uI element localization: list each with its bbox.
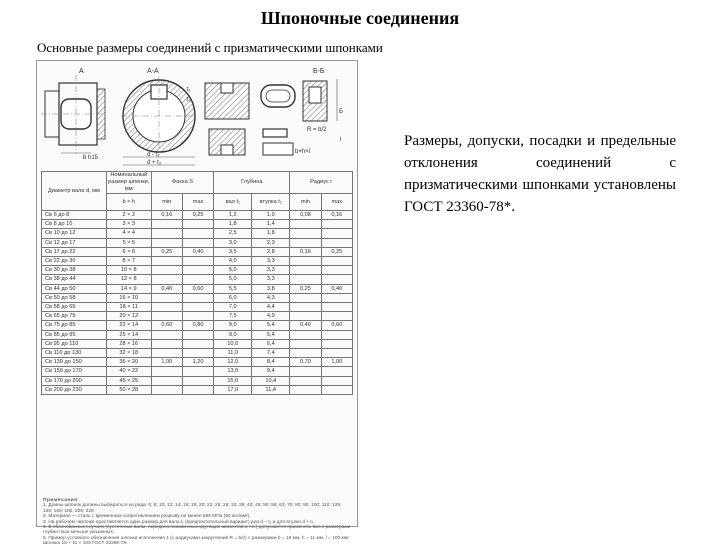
- table-row: [42, 312, 353, 321]
- cell-bxh: 25 × 14: [106, 330, 151, 339]
- cell-rmin: [290, 266, 321, 275]
- col-groove-depth: Глубина: [214, 172, 290, 194]
- cell-d: Св 17 до 22: [42, 247, 107, 256]
- cell-t1: 6,0: [214, 293, 252, 302]
- cell-bxh: 12 × 8: [106, 275, 151, 284]
- cell-d: Св 38 до 44: [42, 275, 107, 284]
- cell-t1: 5,5: [214, 284, 252, 293]
- cell-d: Св 95 до 110: [42, 339, 107, 348]
- cell-smax: [182, 330, 213, 339]
- cell-rmin: 0,16: [290, 247, 321, 256]
- dim-bxhxl: b×h×l: [295, 149, 311, 155]
- table-row: [42, 330, 353, 339]
- cell-smax: [182, 385, 213, 394]
- table-row: [42, 321, 353, 330]
- cell-t2: 2,8: [252, 247, 290, 256]
- cell-rmax: [321, 376, 352, 385]
- cell-rmin: [290, 385, 321, 394]
- cell-smin: 0,40: [151, 284, 182, 293]
- table-row: [42, 367, 353, 376]
- cell-rmin: [290, 275, 321, 284]
- cell-t2: 5,4: [252, 321, 290, 330]
- cell-smin: [151, 275, 182, 284]
- cell-rmin: [290, 349, 321, 358]
- cell-t1: 1,8: [214, 220, 252, 229]
- table-row: [42, 257, 353, 266]
- cell-d: Св 22 до 30: [42, 257, 107, 266]
- cell-bxh: 50 × 28: [106, 385, 151, 394]
- cell-d: Св 10 до 12: [42, 229, 107, 238]
- cell-smin: [151, 293, 182, 302]
- cell-t1: 3,0: [214, 238, 252, 247]
- section-aa-view: [121, 68, 197, 166]
- cell-rmin: [290, 339, 321, 348]
- note-item: 2. Материал — сталь с временным сопротивлением разрыву не менее 590 МПа (60 кгс/мм²).: [43, 514, 251, 520]
- cell-d: Св 50 до 58: [42, 293, 107, 302]
- dim-bh15: b h15: [83, 155, 99, 161]
- cell-rmax: [321, 339, 352, 348]
- cell-t2: 3,3: [252, 257, 290, 266]
- cell-t2: 3,8: [252, 284, 290, 293]
- cell-rmin: 0,08: [290, 211, 321, 220]
- cell-rmax: [321, 238, 352, 247]
- cell-t1: 15,0: [214, 376, 252, 385]
- cell-rmax: [321, 312, 352, 321]
- cell-rmin: [290, 293, 321, 302]
- table-row: [42, 238, 353, 247]
- table-row: [42, 220, 353, 229]
- table-row: [42, 275, 353, 284]
- cell-rmax: [321, 349, 352, 358]
- cell-smin: [151, 367, 182, 376]
- cell-t2: 1,8: [252, 229, 290, 238]
- cell-smax: 0,40: [182, 247, 213, 256]
- cell-smax: [182, 339, 213, 348]
- label-a: A: [79, 68, 84, 75]
- cell-d: Св 44 до 50: [42, 284, 107, 293]
- page-subtitle: Основные размеры соединений с призматическими шпонками: [37, 40, 383, 55]
- note-item: 4. В обоснованных случаях (пустотелые валы, передача пониженных крутящих моментов и т.п.) допускается применять вал с размерами глубин паза меньше указанных.: [43, 525, 351, 536]
- cell-rmin: [290, 330, 321, 339]
- notes-title: Примечания: [43, 498, 78, 503]
- cell-smax: 0,25: [182, 211, 213, 220]
- cell-t2: 4,4: [252, 303, 290, 312]
- cell-t1: 2,5: [214, 229, 252, 238]
- table-row: [42, 247, 353, 256]
- dim-l: l: [340, 137, 342, 143]
- note-item: 5. Пример условного обозначения шпонки исполнения 1 (с радиусами закруглений R = b/2) с размерами b = 18 мм, h = 11 мм, l = 100 мм: Шпонка 18 × 11 × 100 ГОСТ 23360-78.: [43, 535, 350, 547]
- cell-t2: 8,4: [252, 358, 290, 367]
- cell-smax: [182, 238, 213, 247]
- cell-t2: 1,4: [252, 220, 290, 229]
- table-row: [42, 376, 353, 385]
- cell-rmin: [290, 229, 321, 238]
- col-s-max: max: [182, 194, 213, 211]
- cell-bxh: 6 × 6: [106, 247, 151, 256]
- cell-smax: [182, 312, 213, 321]
- cell-t1: 7,0: [214, 303, 252, 312]
- label-section-aa: А-А: [147, 68, 159, 75]
- cell-bxh: 32 × 18: [106, 349, 151, 358]
- table-row: [42, 358, 353, 367]
- cell-rmax: 0,40: [321, 284, 352, 293]
- cell-d: Св 130 до 150: [42, 358, 107, 367]
- note-item: 3. На рабочем чертеже проставляется один размер для вала t₁ (предпочтительный вариант) или d – t₁ и для втулки d + t₂.: [43, 519, 315, 525]
- cell-smin: [151, 238, 182, 247]
- key-joint-drawings: [37, 61, 357, 171]
- cell-t1: 17,0: [214, 385, 252, 394]
- cell-bxh: 45 × 25: [106, 376, 151, 385]
- cell-rmin: [290, 238, 321, 247]
- cell-smax: [182, 229, 213, 238]
- cell-rmin: [290, 220, 321, 229]
- col-r-min: min: [290, 194, 321, 211]
- cell-smax: [182, 367, 213, 376]
- cell-rmax: 0,25: [321, 247, 352, 256]
- cell-d: Св 200 до 230: [42, 385, 107, 394]
- note-item: 1. Длины шпонок должны выбираться из ряда: 6; 8; 10; 12; 14; 16; 18; 20; 22; 25; 28; 32; 36; 40; 45; 50; 56; 63; 70; 80; 90; 100; 110; 125; 140; 160; 180; 200; 220.: [43, 503, 342, 514]
- table-row: [42, 266, 353, 275]
- gost-sheet: [36, 60, 358, 547]
- cell-rmax: [321, 266, 352, 275]
- table-row: [42, 284, 353, 293]
- table-row: [42, 293, 353, 302]
- col-radius: Радиус r: [290, 172, 353, 194]
- dim-radius: R = b/2: [307, 127, 327, 133]
- cell-t1: 10,0: [214, 339, 252, 348]
- cell-smin: [151, 339, 182, 348]
- col-t2: втулка t₂: [252, 194, 290, 211]
- hub-section-view: [205, 83, 249, 155]
- cell-smin: [151, 229, 182, 238]
- cell-smin: 0,25: [151, 247, 182, 256]
- cell-t2: 4,3: [252, 293, 290, 302]
- key-dimensions-table: [41, 171, 353, 395]
- col-shaft-diameter: Диаметр вала d, мм: [42, 172, 107, 211]
- cell-bxh: 28 × 16: [106, 339, 151, 348]
- cell-smin: [151, 303, 182, 312]
- cell-smin: [151, 220, 182, 229]
- cell-t1: 11,0: [214, 349, 252, 358]
- cell-smax: 1,20: [182, 358, 213, 367]
- cell-t1: 13,0: [214, 367, 252, 376]
- table-row: [42, 303, 353, 312]
- cell-t2: 11,4: [252, 385, 290, 394]
- cell-t1: 7,5: [214, 312, 252, 321]
- col-s-min: min: [151, 194, 182, 211]
- cell-smax: [182, 275, 213, 284]
- cell-smax: [182, 266, 213, 275]
- cell-d: Св 8 до 10: [42, 220, 107, 229]
- cell-rmin: 0,70: [290, 358, 321, 367]
- cell-d: Св 12 до 17: [42, 238, 107, 247]
- cell-rmax: [321, 257, 352, 266]
- dim-d-t1: d - t₁: [147, 152, 160, 158]
- cell-smax: [182, 220, 213, 229]
- cell-smin: [151, 312, 182, 321]
- cell-smax: [182, 303, 213, 312]
- shaft-side-view: [41, 68, 105, 161]
- cell-d: Св 110 до 130: [42, 349, 107, 358]
- cell-bxh: 18 × 11: [106, 303, 151, 312]
- cell-d: Св 58 до 65: [42, 303, 107, 312]
- cell-rmin: [290, 257, 321, 266]
- cell-smax: [182, 376, 213, 385]
- cell-smax: 0,80: [182, 321, 213, 330]
- cell-smin: [151, 376, 182, 385]
- col-bxh: b × h: [106, 194, 151, 211]
- cell-t1: 9,0: [214, 321, 252, 330]
- cell-t2: 10,4: [252, 376, 290, 385]
- cell-d: Св 30 до 38: [42, 266, 107, 275]
- cell-smin: [151, 349, 182, 358]
- cell-rmax: [321, 367, 352, 376]
- table-row: [42, 339, 353, 348]
- page-title: Шпоночные соединения: [260, 8, 460, 28]
- cell-bxh: 22 × 14: [106, 321, 151, 330]
- table-row: [42, 385, 353, 394]
- cell-t1: 5,0: [214, 275, 252, 284]
- cell-bxh: 10 × 8: [106, 266, 151, 275]
- cell-smax: [182, 257, 213, 266]
- cell-t2: 4,9: [252, 312, 290, 321]
- cell-t1: 3,5: [214, 247, 252, 256]
- cell-d: Св 6 до 8: [42, 211, 107, 220]
- cell-rmin: 0,25: [290, 284, 321, 293]
- cell-d: Св 85 до 95: [42, 330, 107, 339]
- cell-t2: 1,0: [252, 211, 290, 220]
- table-row: [42, 349, 353, 358]
- table-row: [42, 211, 353, 220]
- cell-t1: 1,2: [214, 211, 252, 220]
- cell-rmax: [321, 275, 352, 284]
- cell-rmin: [290, 376, 321, 385]
- label-b: Б: [339, 109, 343, 115]
- cell-bxh: 20 × 12: [106, 312, 151, 321]
- cell-smin: 0,60: [151, 321, 182, 330]
- description-text: Размеры, допуски, посадки и предельные отклонения соединений с призматическими шпонками установлены ГОСТ 23360-78*.: [404, 133, 676, 215]
- col-r-max: max: [321, 194, 352, 211]
- cell-smin: [151, 385, 182, 394]
- cell-rmax: [321, 229, 352, 238]
- cell-t2: 5,4: [252, 330, 290, 339]
- cell-t2: 3,3: [252, 275, 290, 284]
- cell-bxh: 8 × 7: [106, 257, 151, 266]
- cell-bxh: 14 × 9: [106, 284, 151, 293]
- cell-rmax: [321, 303, 352, 312]
- cell-rmax: [321, 330, 352, 339]
- cell-smax: [182, 293, 213, 302]
- cell-bxh: 4 × 4: [106, 229, 151, 238]
- dim-d-t2: d + t₂: [147, 160, 162, 166]
- dim-t1: t₁: [187, 87, 191, 93]
- cell-d: Св 75 до 85: [42, 321, 107, 330]
- col-t1: вал t₁: [214, 194, 252, 211]
- col-key-section: Номинальный размер шпонки, мм: [108, 172, 150, 192]
- table-row: [42, 229, 353, 238]
- cell-smax: [182, 349, 213, 358]
- cell-rmax: 1,00: [321, 358, 352, 367]
- cell-t2: 9,4: [252, 367, 290, 376]
- cell-rmax: 0,60: [321, 321, 352, 330]
- cell-t1: 12,0: [214, 358, 252, 367]
- cell-bxh: 36 × 20: [106, 358, 151, 367]
- cell-rmax: [321, 293, 352, 302]
- cell-t2: 7,4: [252, 349, 290, 358]
- notes-block: [43, 498, 351, 547]
- cell-bxh: 16 × 10: [106, 293, 151, 302]
- cell-bxh: 3 × 3: [106, 220, 151, 229]
- cell-t1: 9,0: [214, 330, 252, 339]
- cell-rmin: [290, 367, 321, 376]
- cell-bxh: 5 × 5: [106, 238, 151, 247]
- cell-t1: 5,0: [214, 266, 252, 275]
- cell-rmin: 0,40: [290, 321, 321, 330]
- cell-rmax: 0,16: [321, 211, 352, 220]
- cell-smin: [151, 330, 182, 339]
- cell-d: Св 65 до 75: [42, 312, 107, 321]
- dim-t2: t₂: [187, 97, 191, 103]
- col-chamfer: Фаска S: [151, 172, 214, 194]
- cell-t2: 3,3: [252, 266, 290, 275]
- cell-smin: 1,00: [151, 358, 182, 367]
- cell-smin: [151, 266, 182, 275]
- section-bb-view: [261, 68, 343, 155]
- cell-smax: 0,60: [182, 284, 213, 293]
- cell-bxh: 40 × 22: [106, 367, 151, 376]
- cell-t1: 4,0: [214, 257, 252, 266]
- cell-t2: 2,3: [252, 238, 290, 247]
- cell-rmax: [321, 220, 352, 229]
- cell-rmin: [290, 312, 321, 321]
- cell-d: Св 150 до 170: [42, 367, 107, 376]
- cell-smin: 0,16: [151, 211, 182, 220]
- cell-rmin: [290, 303, 321, 312]
- cell-smin: [151, 257, 182, 266]
- cell-bxh: 2 × 2: [106, 211, 151, 220]
- cell-rmax: [321, 385, 352, 394]
- cell-d: Св 170 до 200: [42, 376, 107, 385]
- cell-t2: 6,4: [252, 339, 290, 348]
- label-section-bb: Б-Б: [313, 68, 325, 75]
